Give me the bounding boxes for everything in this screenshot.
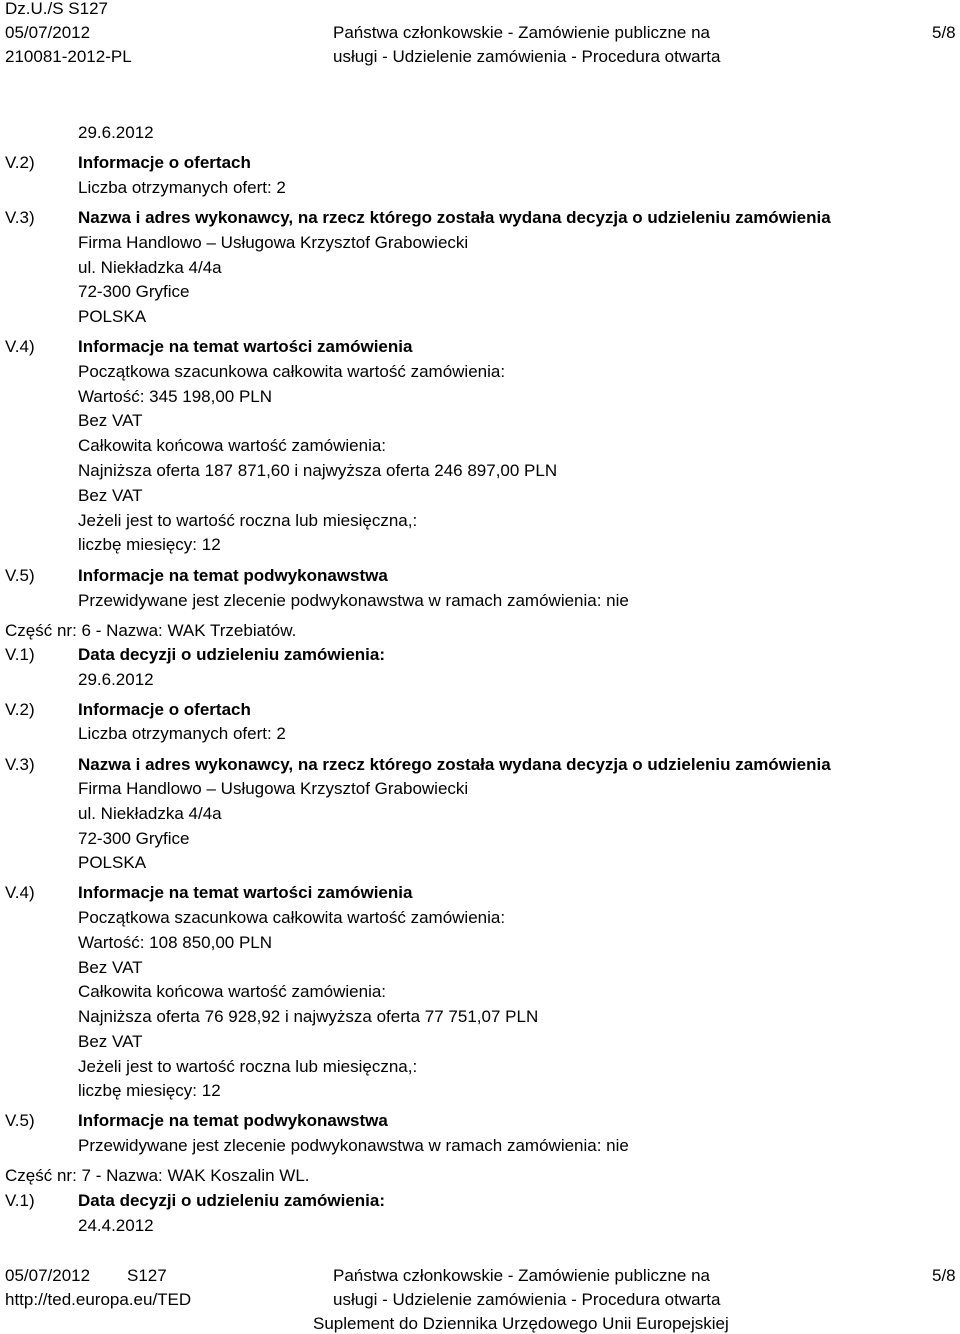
label-v2: V.2) [5, 153, 35, 172]
winner-street: ul. Niekładzka 4/4a [78, 258, 222, 277]
decision-label: Data decyzji o udzieleniu zamówienia: [78, 645, 386, 664]
no-vat: Bez VAT [78, 1032, 143, 1051]
page-header [0, 0, 960, 72]
decision-date: 29.6.2012 [78, 670, 154, 689]
value-heading: Informacje na temat wartości zamówienia [78, 337, 413, 356]
header-page-number: 5/8 [932, 23, 956, 42]
label-v4: V.4) [5, 337, 35, 356]
footer-page-number: 5/8 [932, 1266, 956, 1285]
subcontract-text: Przewidywane jest zlecenie podwykonawstwa w ramach zamówienia: nie [78, 591, 629, 610]
final-value-label: Całkowita końcowa wartość zamówienia: [78, 436, 387, 455]
annual-label: Jeżeli jest to wartość roczna lub miesięczna,: [78, 1057, 418, 1076]
final-value-label: Całkowita końcowa wartość zamówienia: [78, 982, 387, 1001]
winner-country: POLSKA [78, 307, 147, 326]
months-count: liczbę miesięcy: 12 [78, 1081, 221, 1100]
no-vat: Bez VAT [78, 958, 143, 977]
footer-supplement: Suplement do Dziennika Urzędowego Unii Europejskiej [313, 1314, 729, 1333]
label-v5: V.5) [5, 566, 35, 585]
decision-label: Data decyzji o udzieleniu zamówienia: [78, 1191, 386, 1210]
header-title-1: Państwa członkowskie - Zamówienie publiczne na [333, 23, 711, 42]
winner-city: 72-300 Gryfice [78, 829, 190, 848]
offers-count: Liczba otrzymanych ofert: 2 [78, 178, 286, 197]
winner-street: ul. Niekładzka 4/4a [78, 804, 222, 823]
label-v2: V.2) [5, 700, 35, 719]
offers-heading: Informacje o ofertach [78, 700, 251, 719]
journal-ref: Dz.U./S S127 [5, 0, 108, 18]
offers-heading: Informacje o ofertach [78, 153, 251, 172]
header-date: 05/07/2012 [5, 23, 91, 42]
annual-label: Jeżeli jest to wartość roczna lub miesięczna,: [78, 511, 418, 530]
label-v4: V.4) [5, 883, 35, 902]
part-title: Część nr: 6 - Nazwa: WAK Trzebiatów. [5, 621, 297, 640]
initial-value-label: Początkowa szacunkowa całkowita wartość zamówienia: [78, 908, 506, 927]
label-v1: V.1) [5, 1191, 35, 1210]
label-v3: V.3) [5, 208, 35, 227]
label-v1: V.1) [5, 645, 35, 664]
no-vat: Bez VAT [78, 411, 143, 430]
decision-date: 29.6.2012 [78, 123, 154, 142]
footer-series: S127 [127, 1266, 167, 1285]
subcontract-heading: Informacje na temat podwykonawstwa [78, 1111, 388, 1130]
subcontract-heading: Informacje na temat podwykonawstwa [78, 566, 388, 585]
months-count: liczbę miesięcy: 12 [78, 535, 221, 554]
label-v5: V.5) [5, 1111, 35, 1130]
header-ref: 210081-2012-PL [5, 47, 132, 66]
offers-count: Liczba otrzymanych ofert: 2 [78, 724, 286, 743]
footer-url[interactable]: http://ted.europa.eu/TED [5, 1290, 192, 1309]
subcontract-text: Przewidywane jest zlecenie podwykonawstwa w ramach zamówienia: nie [78, 1136, 629, 1155]
no-vat: Bez VAT [78, 486, 143, 505]
offer-range: Najniższa oferta 187 871,60 i najwyższa oferta 246 897,00 PLN [78, 461, 558, 480]
page-footer [0, 1264, 960, 1334]
decision-date: 24.4.2012 [78, 1216, 154, 1235]
header-title-2: usługi - Udzielenie zamówienia - Procedura otwarta [333, 47, 721, 66]
part-title: Część nr: 7 - Nazwa: WAK Koszalin WL. [5, 1166, 310, 1185]
winner-name: Firma Handlowo – Usługowa Krzysztof Grabowiecki [78, 779, 469, 798]
footer-date: 05/07/2012 [5, 1266, 91, 1285]
value-heading: Informacje na temat wartości zamówienia [78, 883, 413, 902]
winner-city: 72-300 Gryfice [78, 282, 190, 301]
initial-value-label: Początkowa szacunkowa całkowita wartość zamówienia: [78, 362, 506, 381]
initial-value: Wartość: 108 850,00 PLN [78, 933, 273, 952]
footer-title-1: Państwa członkowskie - Zamówienie publiczne na [333, 1266, 711, 1285]
offer-range: Najniższa oferta 76 928,92 i najwyższa oferta 77 751,07 PLN [78, 1007, 539, 1026]
winner-heading: Nazwa i adres wykonawcy, na rzecz którego została wydana decyzja o udzieleniu zamówienia [78, 755, 831, 774]
footer-title-2: usługi - Udzielenie zamówienia - Procedura otwarta [333, 1290, 721, 1309]
winner-country: POLSKA [78, 853, 147, 872]
initial-value: Wartość: 345 198,00 PLN [78, 387, 273, 406]
winner-name: Firma Handlowo – Usługowa Krzysztof Grabowiecki [78, 233, 469, 252]
winner-heading: Nazwa i adres wykonawcy, na rzecz którego została wydana decyzja o udzieleniu zamówienia [78, 208, 831, 227]
label-v3: V.3) [5, 755, 35, 774]
